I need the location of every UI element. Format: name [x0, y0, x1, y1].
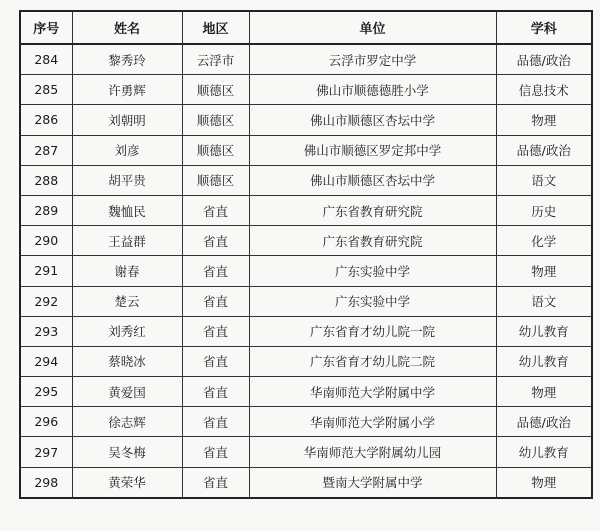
cell-no: 296 — [20, 407, 72, 437]
cell-name: 黄荣华 — [72, 467, 182, 498]
cell-region: 顺德区 — [182, 75, 249, 105]
cell-name: 黄爱国 — [72, 377, 182, 407]
cell-subject: 物理 — [496, 377, 592, 407]
cell-unit: 云浮市罗定中学 — [249, 44, 496, 75]
cell-subject: 历史 — [496, 195, 592, 225]
cell-no: 298 — [20, 467, 72, 498]
table-row — [20, 377, 592, 407]
table-row — [20, 286, 592, 316]
cell-no: 295 — [20, 377, 72, 407]
header-no: 序号 — [20, 11, 72, 44]
cell-unit: 暨南大学附属中学 — [249, 467, 496, 498]
cell-region: 省直 — [182, 286, 249, 316]
cell-subject: 品德/政治 — [496, 44, 592, 75]
header-unit: 单位 — [249, 11, 496, 44]
table-row — [20, 165, 592, 195]
cell-subject: 物理 — [496, 105, 592, 135]
table-row — [20, 256, 592, 286]
cell-no: 289 — [20, 195, 72, 225]
cell-unit: 佛山市顺德德胜小学 — [249, 75, 496, 105]
cell-no: 293 — [20, 316, 72, 346]
cell-region: 顺德区 — [182, 165, 249, 195]
cell-region: 省直 — [182, 437, 249, 467]
cell-name: 魏恤民 — [72, 195, 182, 225]
header-row — [20, 11, 592, 44]
cell-unit: 广东省教育研究院 — [249, 195, 496, 225]
cell-region: 省直 — [182, 256, 249, 286]
cell-name: 王益群 — [72, 226, 182, 256]
cell-name: 刘秀红 — [72, 316, 182, 346]
cell-no: 290 — [20, 226, 72, 256]
table-row — [20, 75, 592, 105]
cell-subject: 物理 — [496, 467, 592, 498]
cell-region: 省直 — [182, 316, 249, 346]
cell-unit: 佛山市顺德区杏坛中学 — [249, 165, 496, 195]
cell-name: 刘朝明 — [72, 105, 182, 135]
cell-no: 297 — [20, 437, 72, 467]
cell-unit: 广东省育才幼儿院一院 — [249, 316, 496, 346]
table-row — [20, 346, 592, 376]
cell-name: 胡平贵 — [72, 165, 182, 195]
table-row — [20, 226, 592, 256]
cell-region: 省直 — [182, 195, 249, 225]
cell-unit: 华南师范大学附属幼儿园 — [249, 437, 496, 467]
cell-region: 省直 — [182, 467, 249, 498]
cell-subject: 幼儿教育 — [496, 437, 592, 467]
cell-name: 徐志辉 — [72, 407, 182, 437]
cell-region: 省直 — [182, 407, 249, 437]
cell-unit: 华南师范大学附属中学 — [249, 377, 496, 407]
cell-no: 284 — [20, 44, 72, 75]
cell-subject: 化学 — [496, 226, 592, 256]
cell-unit: 广东实验中学 — [249, 286, 496, 316]
cell-unit: 佛山市顺德区杏坛中学 — [249, 105, 496, 135]
table-row — [20, 467, 592, 498]
cell-unit: 广东实验中学 — [249, 256, 496, 286]
cell-region: 云浮市 — [182, 44, 249, 75]
cell-unit: 华南师范大学附属小学 — [249, 407, 496, 437]
cell-subject: 幼儿教育 — [496, 346, 592, 376]
cell-region: 省直 — [182, 377, 249, 407]
cell-name: 楚云 — [72, 286, 182, 316]
cell-no: 288 — [20, 165, 72, 195]
cell-name: 刘彦 — [72, 135, 182, 165]
cell-unit: 广东省育才幼儿院二院 — [249, 346, 496, 376]
cell-no: 291 — [20, 256, 72, 286]
cell-name: 谢春 — [72, 256, 182, 286]
cell-subject: 品德/政治 — [496, 407, 592, 437]
table-row — [20, 407, 592, 437]
cell-no: 292 — [20, 286, 72, 316]
cell-no: 294 — [20, 346, 72, 376]
cell-name: 黎秀玲 — [72, 44, 182, 75]
cell-region: 顺德区 — [182, 135, 249, 165]
cell-name: 蔡晓冰 — [72, 346, 182, 376]
header-name: 姓名 — [72, 11, 182, 44]
teacher-roster-table — [19, 10, 593, 499]
cell-no: 286 — [20, 105, 72, 135]
cell-subject: 品德/政治 — [496, 135, 592, 165]
cell-no: 285 — [20, 75, 72, 105]
cell-subject: 语文 — [496, 286, 592, 316]
cell-subject: 信息技术 — [496, 75, 592, 105]
table-row — [20, 316, 592, 346]
cell-name: 许勇辉 — [72, 75, 182, 105]
cell-region: 省直 — [182, 226, 249, 256]
cell-unit: 广东省教育研究院 — [249, 226, 496, 256]
cell-subject: 幼儿教育 — [496, 316, 592, 346]
header-subject: 学科 — [496, 11, 592, 44]
cell-name: 吴冬梅 — [72, 437, 182, 467]
table-row — [20, 105, 592, 135]
cell-subject: 物理 — [496, 256, 592, 286]
table-row — [20, 44, 592, 75]
table-row — [20, 135, 592, 165]
cell-region: 省直 — [182, 346, 249, 376]
cell-region: 顺德区 — [182, 105, 249, 135]
cell-unit: 佛山市顺德区罗定邦中学 — [249, 135, 496, 165]
table-row — [20, 195, 592, 225]
cell-no: 287 — [20, 135, 72, 165]
cell-subject: 语文 — [496, 165, 592, 195]
table-row — [20, 437, 592, 467]
header-region: 地区 — [182, 11, 249, 44]
